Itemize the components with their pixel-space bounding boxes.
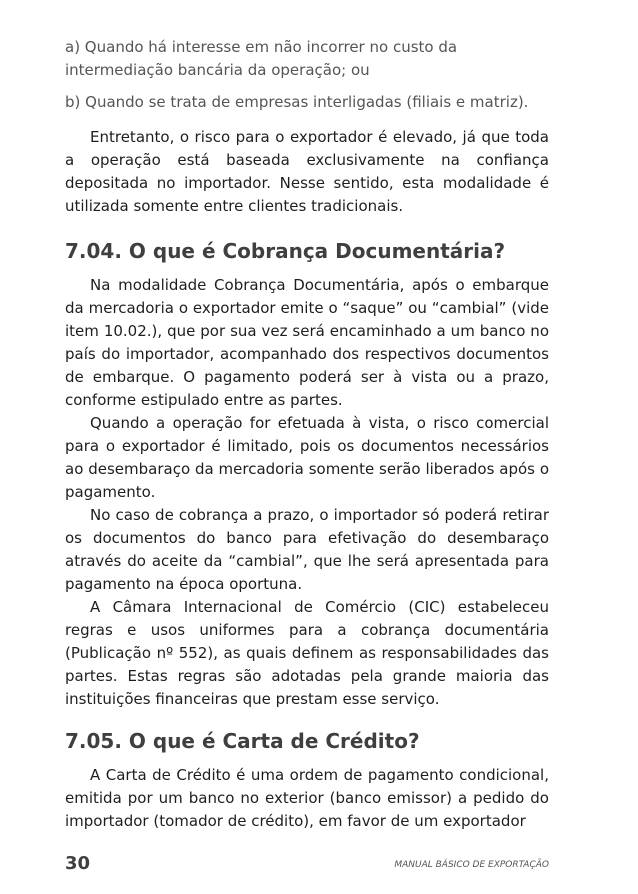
section-heading-7-04: 7.04. O que é Cobrança Documentária? — [65, 239, 506, 263]
intro-paragraph: Entretanto, o risco para o exportador é elevado, já que toda a operação está baseada exclusivamente na confiança depositada no importador. Nesse sentido, esta modalidade é utilizada somente entre clientes tradicionais. — [65, 128, 549, 215]
page-number: 30 — [65, 853, 91, 874]
paragraph: Quando a operação for efetuada à vista, o risco comercial para o exportador é limitado, pois os documentos necessários ao desembaraço da mercadoria somente serão liberados após o pagamento. — [65, 414, 549, 501]
conditions-list — [65, 36, 549, 114]
section-heading-7-05: 7.05. O que é Carta de Crédito? — [65, 729, 420, 753]
paragraph: A Câmara Internacional de Comércio (CIC) estabeleceu regras e usos uniformes para a cobrança documentária (Publicação nº 552), as quais definem as responsabilidades das partes. Estas regras são adotadas pela grande maioria das instituições financeiras que prestam esse serviço. — [65, 598, 549, 708]
paragraph: No caso de cobrança a prazo, o importador só poderá retirar os documentos do banco para efetivação do desembaraço através do aceite da “cambial”, que lhe será apresentada para pagamento na época oportuna. — [65, 506, 549, 593]
running-title: MANUAL BÁSICO DE EXPORTAÇÃO — [394, 860, 549, 870]
list-item-a: a) Quando há interesse em não incorrer no custo da intermediação bancária da operação; ou — [65, 38, 458, 79]
section-7-05-body — [65, 764, 549, 833]
page-footer — [65, 852, 549, 876]
paragraph: A Carta de Crédito é uma ordem de pagamento condicional, emitida por um banco no exterior (banco emissor) a pedido do importador (tomador de crédito), em favor de um exportador — [65, 766, 549, 830]
page-content — [65, 36, 549, 833]
intro-section — [65, 126, 549, 218]
list-item-b: b) Quando se trata de empresas interligadas (filiais e matriz). — [65, 93, 529, 111]
paragraph: Na modalidade Cobrança Documentária, após o embarque da mercadoria o exportador emite o “saque” ou “cambial” (vide item 10.02.), que por sua vez será encaminhado a um banco no país do importador, acompanhado dos respectivos documentos de embarque. O pagamento poderá ser à vista ou a prazo, conforme estipulado entre as partes. — [65, 276, 549, 409]
section-7-04-body — [65, 274, 549, 711]
